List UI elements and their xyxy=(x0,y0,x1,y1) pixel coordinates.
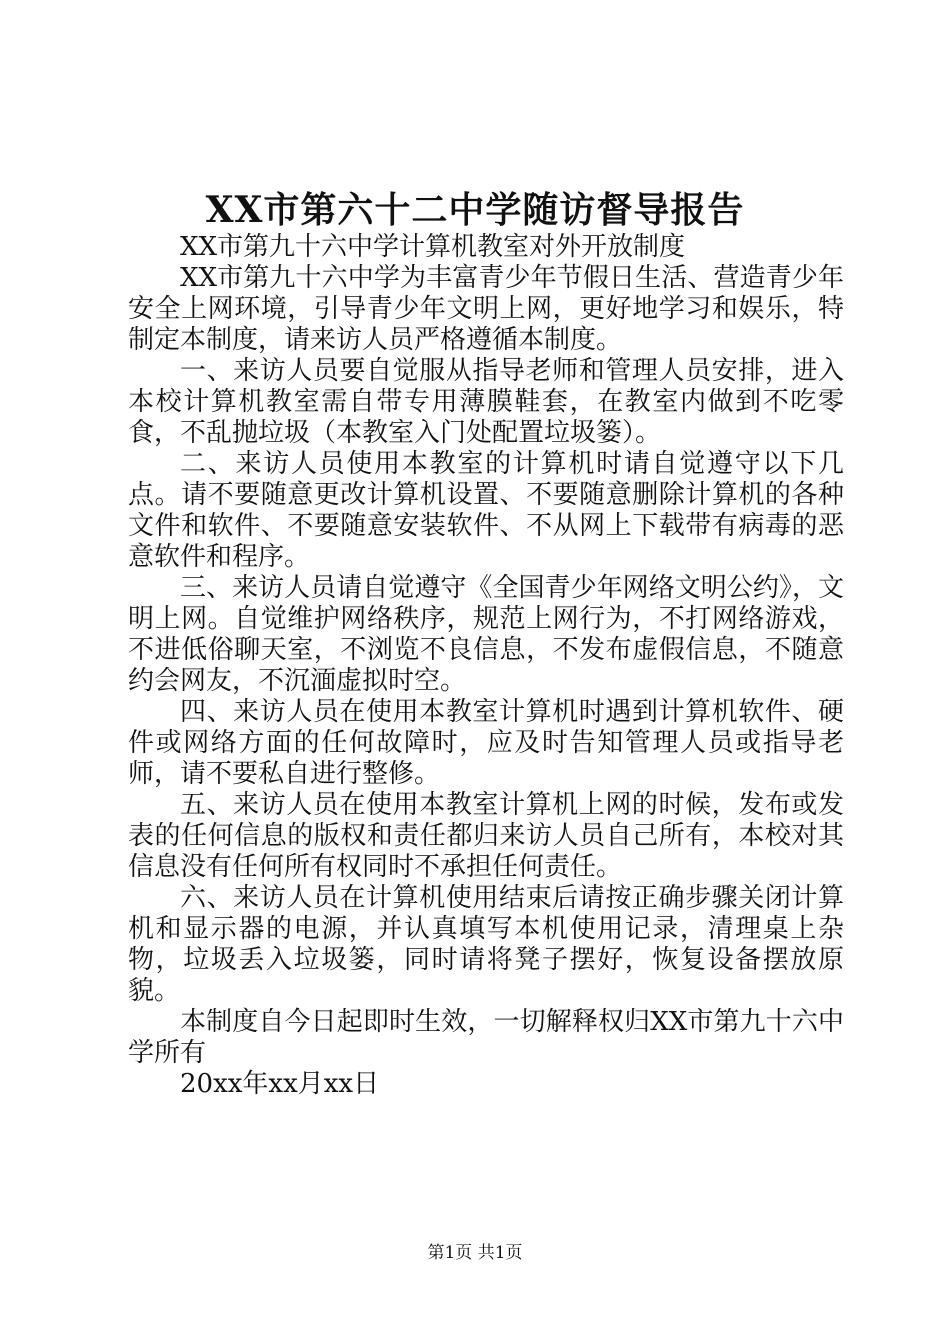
paragraph-rule-4: 四、来访人员在使用本教室计算机时遇到计算机软件、硬件或网络方面的任何故障时，应及时告知管理人员或指导老师，请不要私自进行整修。 xyxy=(128,697,844,789)
paragraph-rule-6: 六、来访人员在计算机使用结束后请按正确步骤关闭计算机和显示器的电源，并认真填写本机使用记录，清理桌上杂物，垃圾丢入垃圾篓，同时请将凳子摆好，恢复设备摆放原貌。 xyxy=(128,883,844,1006)
paragraph-rule-3: 三、来访人员请自觉遵守《全国青少年网络文明公约》，文明上网。自觉维护网络秩序，规范上网行为，不打网络游戏，不进低俗聊天室，不浏览不良信息，不发布虚假信息，不随意约会网友，不沉湎虚拟时空。 xyxy=(128,573,844,696)
document-body xyxy=(128,232,844,1100)
paragraph-rule-2: 二、来访人员使用本教室的计算机时请自觉遵守以下几点。请不要随意更改计算机设置、不要随意删除计算机的各种文件和软件、不要随意安装软件、不从网上下载带有病毒的恶意软件和程序。 xyxy=(128,449,844,572)
page-number-footer: 第1页 共1页 xyxy=(427,1243,523,1263)
paragraph-rule-5: 五、来访人员在使用本教室计算机上网的时候，发布或发表的任何信息的版权和责任都归来访人员自己所有，本校对其信息没有任何所有权同时不承担任何责任。 xyxy=(128,790,844,882)
paragraph-intro: XX市第九十六中学为丰富青少年节假日生活、营造青少年安全上网环境，引导青少年文明上网，更好地学习和娱乐，特制定本制度，请来访人员严格遵循本制度。 xyxy=(128,263,844,355)
paragraph-date: 20xx年xx月xx日 xyxy=(180,1069,380,1099)
paragraph-subtitle: XX市第九十六中学计算机教室对外开放制度 xyxy=(180,232,686,262)
paragraph-rule-1: 一、来访人员要自觉服从指导老师和管理人员安排，进入本校计算机教室需自带专用薄膜鞋套，在教室内做到不吃零食，不乱抛垃圾（本教室入门处配置垃圾篓）。 xyxy=(128,356,844,448)
paragraph-effective-notice: 本制度自今日起即时生效，一切解释权归XX市第九十六中学所有 xyxy=(128,1007,844,1068)
document-title: XX市第六十二中学随访督导报告 xyxy=(205,189,745,231)
